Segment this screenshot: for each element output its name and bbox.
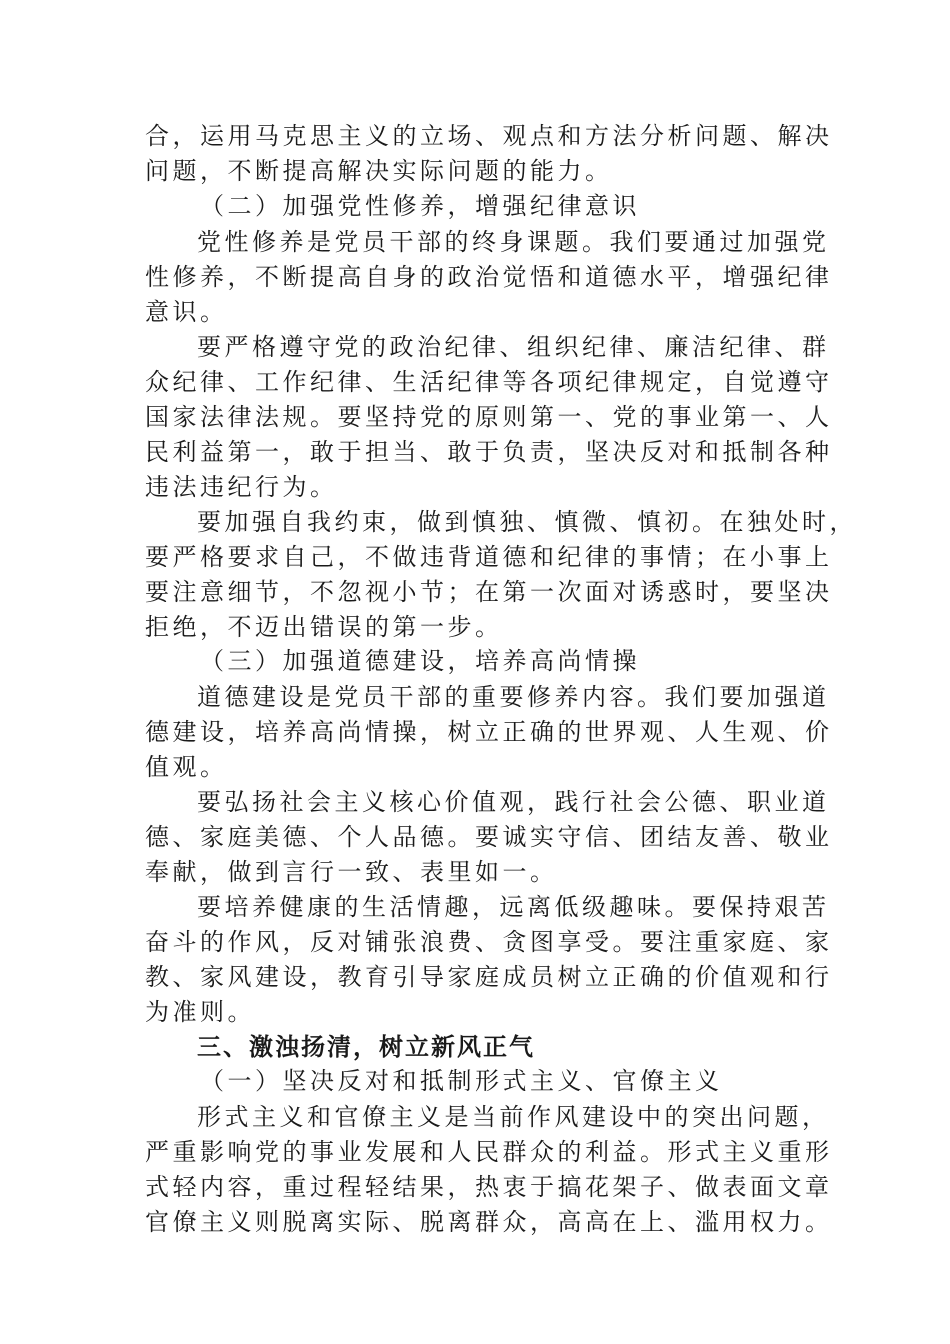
text-line: 德、家庭美德、个人品德。要诚实守信、团结友善、敬业	[145, 823, 833, 851]
text-line: 奉献，做到言行一致、表里如一。	[145, 858, 558, 886]
section-subheading: （二）加强党性修养，增强纪律意识	[200, 192, 640, 220]
text-line: 合，运用马克思主义的立场、观点和方法分析问题、解决	[145, 122, 833, 150]
text-line: 要弘扬社会主义核心价值观，践行社会公德、职业道	[197, 788, 830, 816]
section-heading: 三、激浊扬清，树立新风正气	[197, 1033, 535, 1061]
text-line: 要严格遵守党的政治纪律、组织纪律、廉洁纪律、群	[197, 333, 830, 361]
text-line: 奋斗的作风，反对铺张浪费、贪图享受。要注重家庭、家	[145, 928, 833, 956]
text-line: 官僚主义则脱离实际、脱离群众，高高在上、滥用权力。	[145, 1208, 833, 1236]
text-line: 众纪律、工作纪律、生活纪律等各项纪律规定，自觉遵守	[145, 368, 833, 396]
text-line: 问题，不断提高解决实际问题的能力。	[145, 157, 613, 185]
text-line: 道德建设是党员干部的重要修养内容。我们要加强道	[197, 683, 830, 711]
text-line: 党性修养是党员干部的终身课题。我们要通过加强党	[197, 228, 830, 256]
text-line: 违法违纪行为。	[145, 473, 338, 501]
text-line: 要加强自我约束，做到慎独、慎微、慎初。在独处时，	[197, 508, 857, 536]
section-subheading: （三）加强道德建设，培养高尚情操	[200, 647, 640, 675]
text-line: 性修养，不断提高自身的政治觉悟和道德水平，增强纪律	[145, 263, 833, 291]
text-line: 形式主义和官僚主义是当前作风建设中的突出问题，	[197, 1103, 830, 1131]
text-line: 为准则。	[145, 998, 255, 1026]
text-line: 式轻内容，重过程轻结果，热衷于搞花架子、做表面文章	[145, 1173, 833, 1201]
text-line: 意识。	[145, 298, 228, 326]
text-line: 要培养健康的生活情趣，远离低级趣味。要保持艰苦	[197, 893, 830, 921]
text-line: 拒绝，不迈出错误的第一步。	[145, 613, 503, 641]
text-line: 教、家风建设，教育引导家庭成员树立正确的价值观和行	[145, 963, 833, 991]
text-line: 德建设，培养高尚情操，树立正确的世界观、人生观、价	[145, 718, 833, 746]
text-line: 要注意细节，不忽视小节；在第一次面对诱惑时，要坚决	[145, 578, 833, 606]
text-line: 国家法律法规。要坚持党的原则第一、党的事业第一、人	[145, 403, 833, 431]
text-line: 值观。	[145, 753, 228, 781]
text-line: 严重影响党的事业发展和人民群众的利益。形式主义重形	[145, 1138, 833, 1166]
text-line: 要严格要求自己，不做违背道德和纪律的事情；在小事上	[145, 543, 833, 571]
text-line: 民利益第一，敢于担当、敢于负责，坚决反对和抵制各种	[145, 438, 833, 466]
section-subheading: （一）坚决反对和抵制形式主义、官僚主义	[200, 1067, 723, 1095]
